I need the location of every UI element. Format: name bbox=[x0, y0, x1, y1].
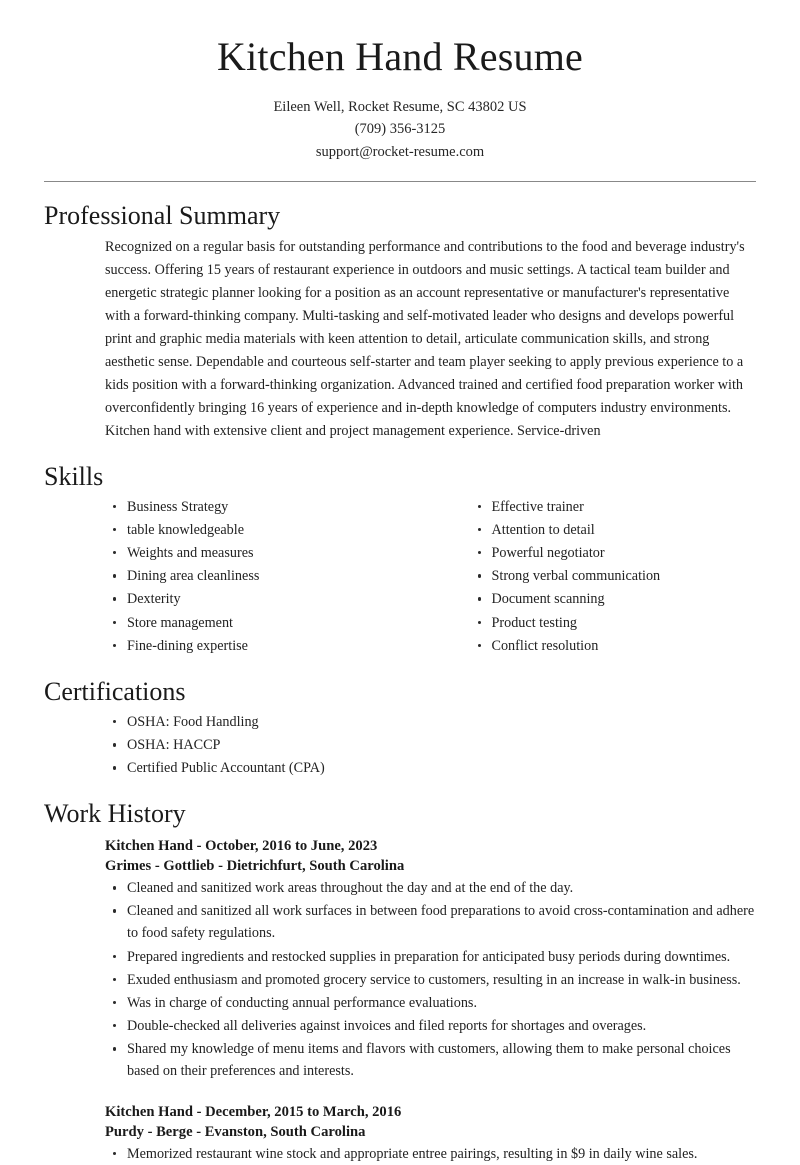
list-item: Cleaned and sanitized all work surfaces in between food preparations to avoid cross-contamination and adhere to food safety regulations. bbox=[105, 900, 756, 944]
list-item: Store management bbox=[105, 612, 431, 634]
certifications-body bbox=[44, 711, 756, 779]
section-title-summary: Professional Summary bbox=[44, 201, 281, 231]
list-item: Attention to detail bbox=[470, 519, 757, 541]
list-item: Was in charge of conducting annual performance evaluations. bbox=[105, 992, 756, 1014]
list-item: Prepared ingredients and restocked supplies in preparation for anticipated busy periods during downtimes. bbox=[105, 946, 756, 968]
section-certifications bbox=[0, 676, 800, 780]
list-item: Double-checked all deliveries against invoices and filed reports for shortages and overages. bbox=[105, 1015, 756, 1037]
skills-column-right bbox=[431, 496, 757, 658]
page-title: Kitchen Hand Resume bbox=[217, 34, 583, 79]
section-title-skills: Skills bbox=[44, 461, 104, 491]
contact-phone: (709) 356-3125 bbox=[354, 121, 446, 138]
skills-list-right bbox=[470, 496, 757, 657]
work-history-body bbox=[44, 836, 756, 1165]
list-item: Fine-dining expertise bbox=[105, 635, 431, 657]
section-title-certifications: Certifications bbox=[44, 676, 186, 706]
list-item: Document scanning bbox=[470, 588, 757, 610]
section-professional-summary bbox=[0, 200, 800, 442]
header-divider bbox=[44, 181, 756, 182]
work-history-entry bbox=[105, 836, 756, 1083]
job-bullet-list bbox=[105, 1143, 756, 1165]
job-heading bbox=[105, 1102, 756, 1143]
job-title-line: Kitchen Hand - December, 2015 to March, 2016 bbox=[105, 1103, 402, 1120]
certifications-list bbox=[105, 711, 756, 779]
summary-text: Recognized on a regular basis for outstanding performance and contributions to the food and beverage industry's success. Offering 15 years of restaurant experience in outdoors and music settings. A tactical team builder and energetic strategic planner looking for a position as an account representative or manufacturer's representative with a forward-thinking company. Multi-tasking and self-motivated leader who designs and develops powerful print and graphic media materials with keen attention to detail, articulate communication skills, and strong aesthetic sense. Dependable and courteous self-starter and team player seeking to apply previous experience to a kids position with a forward-thinking organization. Advanced trained and certified food preparation worker with overconfidently bringing 16 years of experience and in-depth knowledge of computers industry environments. Kitchen hand with extensive client and project management experience. Service-driven bbox=[105, 238, 745, 439]
list-item: Dining area cleanliness bbox=[105, 565, 431, 587]
skills-columns bbox=[44, 496, 756, 658]
list-item: Effective trainer bbox=[470, 496, 757, 518]
list-item: Product testing bbox=[470, 612, 757, 634]
list-item: Dexterity bbox=[105, 588, 431, 610]
summary-body bbox=[44, 236, 756, 443]
list-item: Memorized restaurant wine stock and appropriate entree pairings, resulting in $9 in daily wine sales. bbox=[105, 1143, 756, 1165]
list-item: OSHA: HACCP bbox=[105, 734, 756, 756]
job-company-line: Purdy - Berge - Evanston, South Carolina bbox=[105, 1124, 366, 1141]
skills-list-left bbox=[105, 496, 431, 657]
contact-block bbox=[0, 96, 800, 163]
work-history-entry bbox=[105, 1102, 756, 1165]
list-item: table knowledgeable bbox=[105, 519, 431, 541]
resume-header bbox=[0, 0, 800, 182]
list-item: Business Strategy bbox=[105, 496, 431, 518]
section-skills bbox=[0, 461, 800, 658]
list-item: Strong verbal communication bbox=[470, 565, 757, 587]
job-company-line: Grimes - Gottlieb - Dietrichfurt, South Carolina bbox=[105, 858, 405, 875]
list-item: Certified Public Accountant (CPA) bbox=[105, 757, 756, 779]
skills-column-left bbox=[105, 496, 431, 658]
list-item: Powerful negotiator bbox=[470, 542, 757, 564]
list-item: Exuded enthusiasm and promoted grocery service to customers, resulting in an increase in walk-in business. bbox=[105, 969, 756, 991]
list-item: Shared my knowledge of menu items and flavors with customers, allowing them to make personal choices based on their preferences and interests. bbox=[105, 1038, 756, 1082]
section-title-work-history: Work History bbox=[44, 798, 186, 828]
job-heading bbox=[105, 836, 756, 877]
job-bullet-list bbox=[105, 877, 756, 1082]
contact-email: support@rocket-resume.com bbox=[315, 143, 485, 160]
list-item: Conflict resolution bbox=[470, 635, 757, 657]
section-work-history bbox=[0, 798, 800, 1165]
list-item: Weights and measures bbox=[105, 542, 431, 564]
contact-address: Eileen Well, Rocket Resume, SC 43802 US bbox=[273, 99, 527, 115]
list-item: OSHA: Food Handling bbox=[105, 711, 756, 733]
list-item: Cleaned and sanitized work areas throughout the day and at the end of the day. bbox=[105, 877, 756, 899]
job-title-line: Kitchen Hand - October, 2016 to June, 2023 bbox=[105, 837, 378, 854]
